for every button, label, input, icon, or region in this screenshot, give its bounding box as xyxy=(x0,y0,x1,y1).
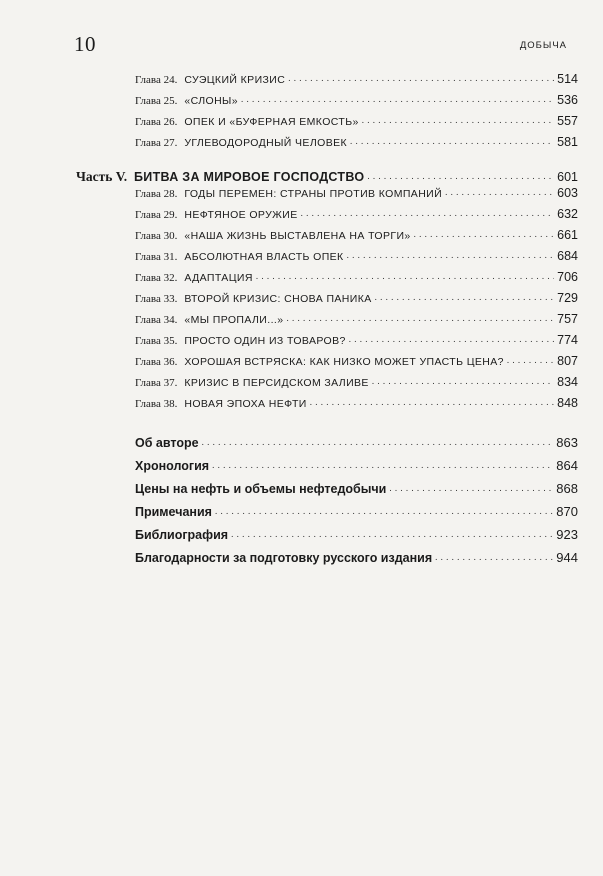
chapter-title: «МЫ ПРОПАЛИ...» xyxy=(184,314,284,326)
page-number: 10 xyxy=(74,32,96,56)
chapter-title: АДАПТАЦИЯ xyxy=(184,272,253,284)
toc-entry-chapter-26[interactable] xyxy=(135,114,578,128)
dot-leader xyxy=(256,270,554,281)
toc-entry-bibliography[interactable] xyxy=(135,523,578,542)
back-matter-page: 863 xyxy=(556,435,578,450)
dot-leader xyxy=(286,312,554,323)
toc-entry-chapter-36[interactable] xyxy=(135,354,578,368)
chapter-label: Глава 28. xyxy=(135,188,178,200)
chapter-page: 557 xyxy=(557,114,578,128)
back-matter-title: Хронология xyxy=(135,459,210,473)
chapter-title: УГЛЕВОДОРОДНЫЙ ЧЕЛОВЕК xyxy=(184,137,348,149)
dot-leader xyxy=(231,523,553,539)
toc-entry-chapter-25[interactable] xyxy=(135,93,578,107)
chapter-page: 706 xyxy=(557,270,578,284)
toc-entry-chapter-31[interactable] xyxy=(135,249,578,263)
chapter-page: 514 xyxy=(557,72,578,86)
chapter-label: Глава 36. xyxy=(135,356,178,368)
dot-leader xyxy=(288,72,554,83)
back-matter-page: 864 xyxy=(556,458,578,473)
dot-leader xyxy=(435,546,553,562)
part-label: Часть V. xyxy=(76,169,128,184)
chapter-page: 774 xyxy=(557,333,578,347)
dot-leader xyxy=(347,249,555,260)
toc-entry-chronology[interactable] xyxy=(135,454,578,473)
toc-entry-chapter-24[interactable] xyxy=(135,72,578,86)
chapter-label: Глава 38. xyxy=(135,398,178,410)
chapter-page: 757 xyxy=(557,312,578,326)
chapter-title: ВТОРОЙ КРИЗИС: СНОВА ПАНИКА xyxy=(184,293,372,305)
chapter-label: Глава 24. xyxy=(135,74,178,86)
chapter-label: Глава 37. xyxy=(135,377,178,389)
dot-leader xyxy=(212,454,553,470)
back-matter-page: 868 xyxy=(556,481,578,496)
chapter-page: 536 xyxy=(557,93,578,107)
back-matter-title: Благодарности за подготовку русского издания xyxy=(135,551,433,565)
toc-entry-notes[interactable] xyxy=(135,500,578,519)
chapter-label: Глава 30. xyxy=(135,230,178,242)
dot-leader xyxy=(507,354,554,365)
dot-leader xyxy=(389,477,553,493)
chapter-page: 729 xyxy=(557,291,578,305)
chapter-label: Глава 27. xyxy=(135,137,178,149)
chapter-page: 834 xyxy=(557,375,578,389)
back-matter-title: Цены на нефть и объемы нефтедобычи xyxy=(135,482,387,496)
part-page: 601 xyxy=(557,170,578,184)
chapter-label: Глава 32. xyxy=(135,272,178,284)
back-matter-page: 870 xyxy=(556,504,578,519)
chapter-label: Глава 26. xyxy=(135,116,178,128)
dot-leader xyxy=(349,333,554,344)
chapter-page: 848 xyxy=(557,396,578,410)
dot-leader xyxy=(241,93,554,104)
toc-entry-chapter-37[interactable] xyxy=(135,375,578,389)
toc-entry-chapter-30[interactable] xyxy=(135,228,578,242)
dot-leader xyxy=(202,431,554,447)
toc-entry-chapter-33[interactable] xyxy=(135,291,578,305)
chapter-page: 581 xyxy=(557,135,578,149)
toc-entry-oil-prices[interactable] xyxy=(135,477,578,496)
dot-leader xyxy=(350,135,554,146)
back-matter-title: Примечания xyxy=(135,505,212,519)
dot-leader xyxy=(372,375,554,386)
chapter-page: 661 xyxy=(557,228,578,242)
toc-entry-acknowledgements[interactable] xyxy=(135,546,578,565)
back-matter-page: 944 xyxy=(556,550,578,565)
dot-leader xyxy=(367,165,554,181)
chapter-page: 684 xyxy=(557,249,578,263)
toc-entry-chapter-38[interactable] xyxy=(135,396,578,410)
chapter-page: 603 xyxy=(557,186,578,200)
chapter-title: НЕФТЯНОЕ ОРУЖИЕ xyxy=(184,209,298,221)
chapter-title: ХОРОШАЯ ВСТРЯСКА: КАК НИЗКО МОЖЕТ УПАСТЬ ЦЕНА? xyxy=(184,356,504,368)
chapter-label: Глава 29. xyxy=(135,209,178,221)
dot-leader xyxy=(215,500,553,516)
back-matter-title: Об авторе xyxy=(135,436,199,450)
chapter-title: ГОДЫ ПЕРЕМЕН: СТРАНЫ ПРОТИВ КОМПАНИЙ xyxy=(184,188,443,200)
dot-leader xyxy=(362,114,554,125)
chapter-page: 632 xyxy=(557,207,578,221)
back-matter-title: Библиография xyxy=(135,528,229,542)
toc-entry-chapter-32[interactable] xyxy=(135,270,578,284)
toc-entry-about-author[interactable] xyxy=(135,431,578,450)
part-title: БИТВА ЗА МИРОВОЕ ГОСПОДСТВО xyxy=(134,170,365,184)
chapter-title: ОПЕК И «БУФЕРНАЯ ЕМКОСТЬ» xyxy=(184,116,359,128)
chapter-label: Глава 25. xyxy=(135,95,178,107)
toc-entry-chapter-35[interactable] xyxy=(135,333,578,347)
chapter-title: «СЛОНЫ» xyxy=(184,95,238,107)
dot-leader xyxy=(375,291,555,302)
chapter-label: Глава 35. xyxy=(135,335,178,347)
dot-leader xyxy=(445,186,554,197)
toc-entry-chapter-27[interactable] xyxy=(135,135,578,149)
chapter-title: «НАША ЖИЗНЬ ВЫСТАВЛЕНА НА ТОРГИ» xyxy=(184,230,411,242)
toc-entry-chapter-29[interactable] xyxy=(135,207,578,221)
chapter-title: КРИЗИС В ПЕРСИДСКОМ ЗАЛИВЕ xyxy=(184,377,369,389)
toc-entry-chapter-28[interactable] xyxy=(135,186,578,200)
chapter-title: СУЭЦКИЙ КРИЗИС xyxy=(184,74,286,86)
dot-leader xyxy=(310,396,554,407)
chapter-title: НОВАЯ ЭПОХА НЕФТИ xyxy=(184,398,307,410)
dot-leader xyxy=(414,228,554,239)
chapter-title: ПРОСТО ОДИН ИЗ ТОВАРОВ? xyxy=(184,335,346,347)
chapter-title: АБСОЛЮТНАЯ ВЛАСТЬ ОПЕК xyxy=(184,251,344,263)
dot-leader xyxy=(301,207,555,218)
running-head: ДОБЫЧА xyxy=(519,40,567,51)
toc-entry-part-5[interactable] xyxy=(76,165,578,185)
chapter-label: Глава 34. xyxy=(135,314,178,326)
chapter-page: 807 xyxy=(557,354,578,368)
toc-entry-chapter-34[interactable] xyxy=(135,312,578,326)
chapter-label: Глава 33. xyxy=(135,293,178,305)
back-matter-page: 923 xyxy=(556,527,578,542)
chapter-label: Глава 31. xyxy=(135,251,178,263)
